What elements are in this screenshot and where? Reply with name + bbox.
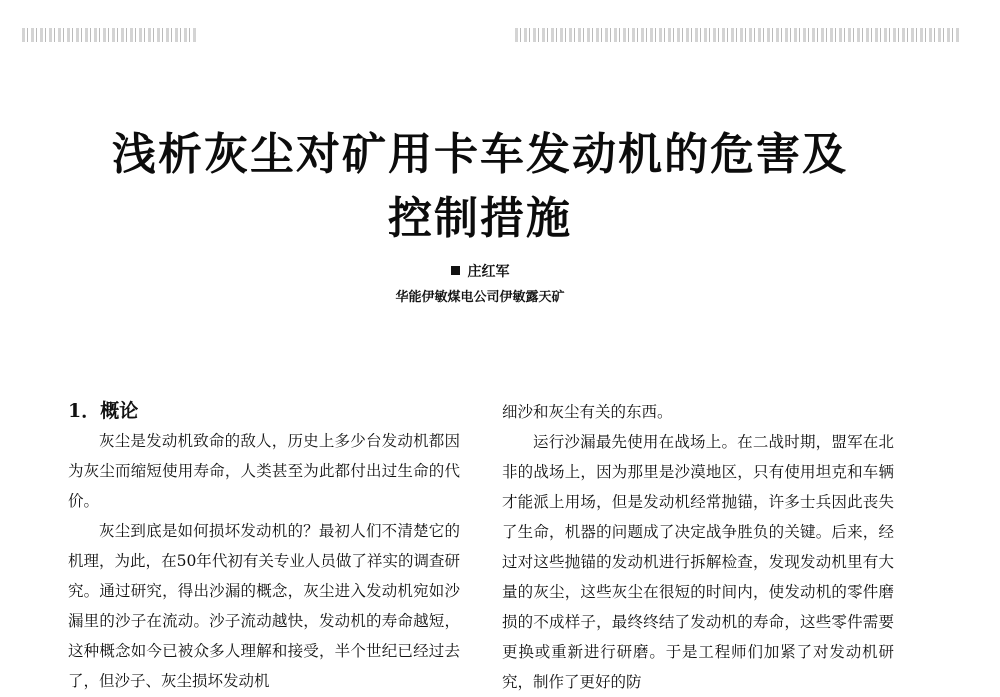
scan-header-noise-right <box>515 28 960 42</box>
body-paragraph: 运行沙漏最先使用在战场上。在二战时期，盟军在北非的战场上，因为那里是沙漠地区，只有使用坦克和车辆才能派上用场，但是发动机经常抛锚，许多士兵因此丧失了生命，机器的问题成了决定战争胜负的关键。后来，经过对这些抛锚的发动机进行拆解检查，发现发动机里有大量的灰尘，这些灰尘在很短的时间内，使发动机的零件磨损的不成样子，最终终结了发动机的寿命，这些零件需要更换或重新进行研磨。于是工程师们加紧了对发动机研究，制作了更好的防 <box>502 433 894 691</box>
scan-header-noise-left <box>22 28 197 42</box>
body-paragraph: 灰尘是发动机致命的敌人，历史上多少台发动机都因为灰尘而缩短使用寿命，人类甚至为此都付出过生命的代价。 <box>68 432 460 510</box>
left-column <box>68 396 460 696</box>
section-heading: 1．概论 <box>68 400 139 422</box>
author-affiliation: 华能伊敏煤电公司伊敏露天矿 <box>395 290 565 305</box>
article-title-line-1: 浅析灰尘对矿用卡车发动机的危害及 <box>112 129 848 180</box>
author-line <box>0 262 960 282</box>
article-title-line-2: 控制措施 <box>388 193 572 244</box>
right-column <box>502 397 894 697</box>
bullet-square-icon <box>451 266 460 275</box>
body-paragraph: 灰尘到底是如何损坏发动机的？最初人们不清楚它的机理，为此，在50年代初有关专业人员做了祥实的调查研究。通过研究，得出沙漏的概念，灰尘进入发动机宛如沙漏里的沙子在流动。沙子流动越快，发动机的寿命越短，这种概念如今已被众多人理解和接受，半个世纪已经过去了，但沙子、灰尘损坏发动机 <box>68 522 460 690</box>
body-paragraph-continued: 细沙和灰尘有关的东西。 <box>502 403 673 421</box>
author-name: 庄红军 <box>467 264 510 280</box>
